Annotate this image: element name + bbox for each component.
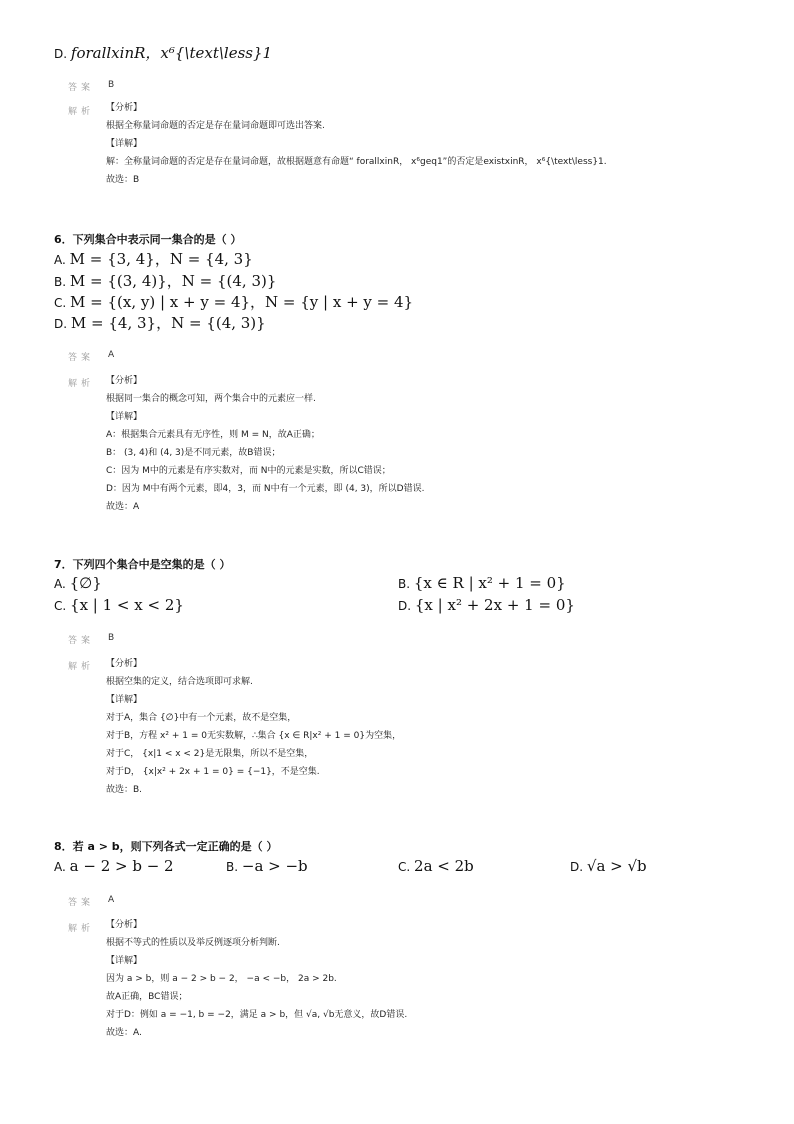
- q6-option-b: [54, 270, 276, 291]
- explanation-line: A：根据集合元素具有无序性，则 M = N，故A正确；: [106, 430, 320, 440]
- q7-option-a: [54, 574, 102, 592]
- option-letter: A.: [54, 860, 66, 874]
- q6-option-a: [54, 248, 253, 269]
- explanation-line: 对于A，集合 {∅}中有一个元素，故不是空集，: [106, 713, 297, 723]
- explanation-line: 因为 a > b，则 a − 2 > b − 2， −a < −b， 2a > 2b.: [106, 974, 337, 984]
- q8-explanation: [106, 916, 407, 1042]
- option-text: {x | 1 < x < 2}: [70, 596, 184, 614]
- explanation-line: 【详解】: [106, 695, 143, 705]
- option-letter: D.: [570, 860, 584, 874]
- explanation-line: 【分析】: [106, 920, 143, 930]
- explanation-line: 【分析】: [106, 659, 143, 669]
- option-text: {x | x² + 2x + 1 = 0}: [414, 596, 575, 614]
- answer-value: A: [108, 350, 115, 360]
- explanation-line: 对于C， {x|1 < x < 2}是无限集，所以不是空集，: [106, 749, 314, 759]
- explanation-line: 【详解】: [106, 139, 143, 149]
- q7-option-c: [54, 596, 184, 614]
- explanation-line: 【详解】: [106, 412, 143, 422]
- explanation-line: D：因为 M中有两个元素，即4，3，而 N中有一个元素，即 (4, 3)，所以D错误.: [106, 484, 425, 494]
- answer-value: B: [108, 80, 115, 90]
- explanation-line: 【分析】: [106, 103, 143, 113]
- q8-title: 8．若 a > b，则下列各式一定正确的是（ ）: [54, 840, 278, 853]
- q8-option-a: [54, 857, 174, 875]
- option-text: {x ∈ R | x² + 1 = 0}: [413, 574, 566, 592]
- answer-value: A: [108, 895, 115, 905]
- explanation-line: 根据不等式的性质以及举反例逐项分析判断.: [106, 938, 280, 948]
- explanation-line: 故A正确，BC错误；: [106, 992, 188, 1002]
- option-letter: B.: [54, 275, 67, 289]
- answer-label: 答案: [68, 636, 95, 646]
- option-letter: D.: [54, 317, 68, 331]
- analysis-label: 解析: [68, 662, 95, 672]
- answer-label: 答案: [68, 353, 95, 363]
- q8-option-c: [398, 857, 474, 875]
- option-letter: A.: [54, 253, 66, 267]
- q5-option-d: [54, 42, 272, 63]
- option-letter: A.: [54, 577, 66, 591]
- option-text: a − 2 > b − 2: [69, 857, 174, 875]
- answer-value: B: [108, 633, 115, 643]
- q8-option-d: [570, 857, 647, 875]
- analysis-label: 解析: [68, 379, 95, 389]
- option-letter: B.: [398, 577, 411, 591]
- explanation-line: B： (3, 4)和 (4, 3)是不同元素，故B错误；: [106, 448, 281, 458]
- q8-option-b: [226, 857, 308, 875]
- explanation-line: 根据空集的定义，结合选项即可求解.: [106, 677, 253, 687]
- analysis-label: 解析: [68, 924, 95, 934]
- analysis-label: 解析: [68, 107, 95, 117]
- q7-title: 7．下列四个集合中是空集的是（ ）: [54, 558, 231, 571]
- q7-option-d: [398, 596, 575, 614]
- option-letter: C.: [54, 296, 67, 310]
- explanation-line: 根据同一集合的概念可知，两个集合中的元素应一样.: [106, 394, 316, 404]
- option-text: forallxinR，x⁶{\text\less}1: [70, 44, 273, 62]
- explanation-line: C：因为 M中的元素是有序实数对，而 N中的元素是实数，所以C错误；: [106, 466, 391, 476]
- option-text: −a > −b: [241, 857, 308, 875]
- answer-label: 答案: [68, 83, 95, 93]
- q6-title: 6．下列集合中表示同一集合的是（ ）: [54, 233, 242, 246]
- explanation-line: 对于D， {x|x² + 2x + 1 = 0} = {−1}，不是空集.: [106, 767, 320, 777]
- option-letter: C.: [54, 599, 67, 613]
- option-text: M = {(x, y) | x + y = 4}，N = {y | x + y = 4}: [70, 293, 414, 311]
- option-text: {∅}: [69, 574, 102, 592]
- option-letter: C.: [398, 860, 411, 874]
- explanation-line: 根据全称量词命题的否定是存在量词命题即可选出答案.: [106, 121, 325, 131]
- q6-option-d: [54, 312, 266, 333]
- q6-option-c: [54, 291, 413, 312]
- explanation-line: 【分析】: [106, 376, 143, 386]
- q5-explanation: [106, 99, 607, 189]
- option-letter: D.: [54, 47, 68, 61]
- q7-option-b: [398, 574, 566, 592]
- explanation-line: 故选：B: [106, 175, 140, 185]
- explanation-line: 故选：A: [106, 502, 140, 512]
- q6-explanation: [106, 372, 424, 516]
- explanation-line: 对于B，方程 x² + 1 = 0无实数解，∴集合 {x ∈ R|x² + 1 = 0}为空集，: [106, 731, 402, 741]
- option-text: 2a < 2b: [414, 857, 474, 875]
- explanation-line: 故选：A.: [106, 1028, 142, 1038]
- option-letter: D.: [398, 599, 412, 613]
- explanation-line: 对于D：例如 a = −1, b = −2，满足 a > b，但 √a, √b无意义，故D错误.: [106, 1010, 408, 1020]
- explanation-line: 故选：B.: [106, 785, 143, 795]
- option-text: M = {3, 4}，N = {4, 3}: [69, 250, 253, 268]
- option-text: M = {(3, 4)}，N = {(4, 3)}: [69, 272, 277, 290]
- answer-label: 答案: [68, 898, 95, 908]
- q7-explanation: [106, 655, 401, 799]
- option-text: √a > √b: [586, 857, 647, 875]
- explanation-line: 解：全称量词命题的否定是存在量词命题，故根据题意有命题“ forallxinR， x⁶geq1”的否定是existxinR， x⁶{\text\less}1.: [106, 157, 607, 167]
- option-letter: B.: [226, 860, 239, 874]
- option-text: M = {4, 3}，N = {(4, 3)}: [70, 314, 266, 332]
- explanation-line: 【详解】: [106, 956, 143, 966]
